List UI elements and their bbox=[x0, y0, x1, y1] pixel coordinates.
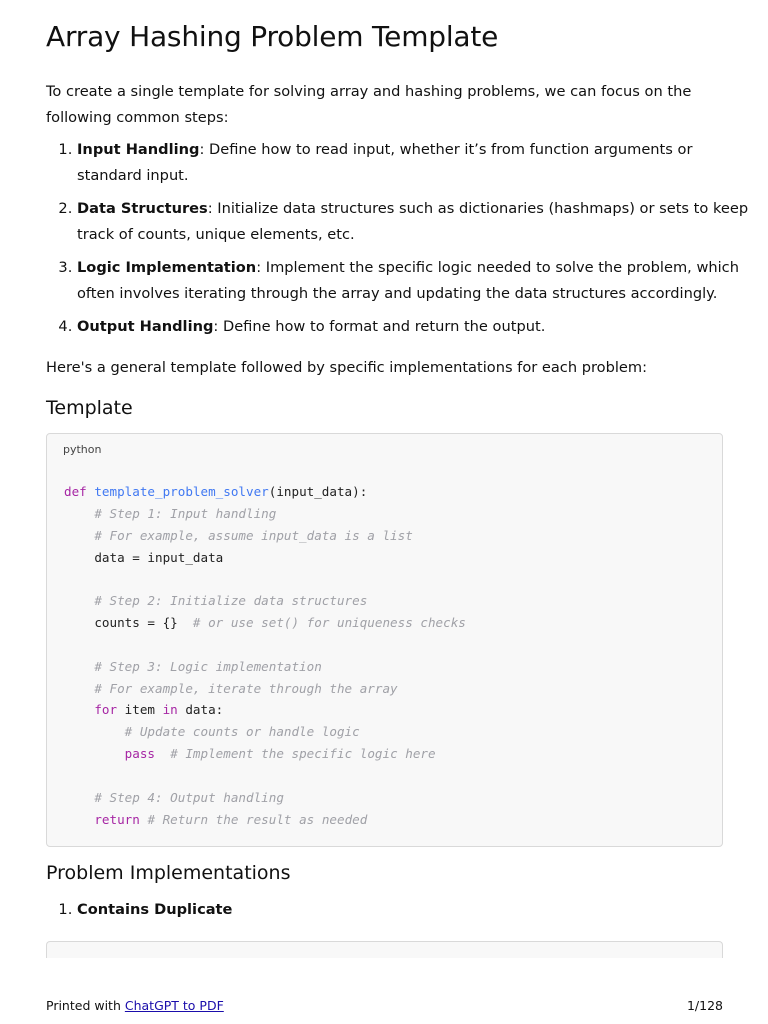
code-text: data = input_data bbox=[94, 549, 224, 565]
step-term: Output Handling bbox=[77, 318, 214, 335]
step-text: : Define how to format and return the output. bbox=[213, 318, 546, 335]
list-item bbox=[77, 196, 754, 248]
lead-paragraph: Here's a general template followed by specific implementations for each problem: bbox=[46, 359, 648, 376]
list-item bbox=[77, 137, 754, 189]
step-text: : Implement the specific logic needed to solve the problem, which often involves iterating through the array and updating the data structures accordingly. bbox=[77, 259, 739, 302]
intro-paragraph: To create a single template for solving array and hashing problems, we can focus on the following common steps: bbox=[46, 83, 692, 126]
code-comment: # Step 4: Output handling bbox=[94, 789, 284, 805]
page-number: 1/128 bbox=[686, 998, 723, 1013]
page-footer bbox=[46, 998, 723, 1013]
code-text: data: bbox=[177, 702, 224, 718]
code-content[interactable] bbox=[64, 481, 466, 831]
step-text: : Initialize data structures such as dictionaries (hashmaps) or sets to keep track of counts, unique elements, etc. bbox=[77, 200, 749, 243]
code-comment: # For example, assume input_data is a list bbox=[94, 527, 413, 543]
code-comment: # Step 2: Initialize data structures bbox=[94, 593, 368, 609]
list-item bbox=[77, 255, 754, 307]
code-text: (input_data): bbox=[268, 484, 368, 499]
step-text: : Define how to read input, whether it’s from function arguments or standard input. bbox=[77, 141, 693, 184]
code-comment: # or use set() for uniqueness checks bbox=[192, 615, 466, 631]
problems-heading: Problem Implementations bbox=[46, 862, 291, 884]
code-keyword: for bbox=[94, 702, 118, 718]
code-keyword: def bbox=[64, 484, 87, 499]
code-keyword: pass bbox=[124, 746, 156, 762]
list-item bbox=[77, 897, 232, 923]
code-block[interactable] bbox=[46, 433, 723, 847]
code-keyword: return bbox=[94, 811, 140, 827]
footer-label: Printed with bbox=[46, 998, 125, 1013]
code-comment: # Return the result as needed bbox=[147, 811, 368, 827]
step-term: Input Handling bbox=[77, 141, 200, 158]
code-comment: # Implement the specific logic here bbox=[170, 746, 436, 762]
problems-list bbox=[46, 897, 232, 923]
code-comment: # Step 3: Logic implementation bbox=[94, 658, 322, 674]
code-block-partial bbox=[46, 941, 723, 958]
list-item bbox=[77, 314, 754, 340]
code-comment: # Update counts or handle logic bbox=[124, 724, 360, 740]
problem-title: Contains Duplicate bbox=[77, 901, 233, 918]
page-title: Array Hashing Problem Template bbox=[46, 20, 499, 53]
footer-printed-with bbox=[46, 998, 224, 1013]
step-term: Logic Implementation bbox=[77, 259, 257, 276]
code-function-name: template_problem_solver bbox=[94, 484, 269, 499]
code-comment: # For example, iterate through the array bbox=[94, 680, 398, 696]
chatgpt-to-pdf-link[interactable]: ChatGPT to PDF bbox=[124, 998, 224, 1013]
code-language-label: python bbox=[63, 443, 102, 456]
step-term: Data Structures bbox=[77, 200, 208, 217]
steps-list bbox=[46, 137, 754, 347]
code-text: counts = {} bbox=[94, 615, 178, 631]
code-comment: # Step 1: Input handling bbox=[94, 505, 277, 521]
code-keyword: in bbox=[162, 702, 178, 718]
template-heading: Template bbox=[46, 397, 133, 419]
code-text: item bbox=[117, 702, 163, 718]
